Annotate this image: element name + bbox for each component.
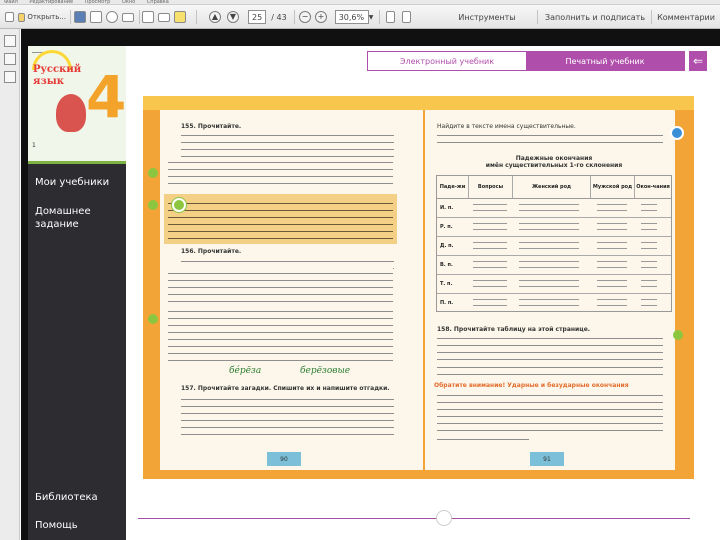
page-slider-handle[interactable] bbox=[436, 510, 452, 526]
right-task-lines bbox=[437, 130, 663, 144]
cover-title: Русский язык bbox=[33, 64, 82, 87]
arrow-left-icon: ⇐ bbox=[692, 54, 704, 68]
comments-button[interactable]: Комментарии bbox=[657, 12, 715, 22]
save-icon[interactable] bbox=[74, 9, 88, 25]
zoom-in-icon[interactable]: + bbox=[314, 9, 328, 25]
sidebar-item-help[interactable]: Помощь bbox=[35, 520, 78, 531]
attention-text bbox=[437, 390, 663, 432]
right-task-text: Найдите в тексте имена существительные. bbox=[437, 123, 576, 130]
table-header-case: Паде-жи bbox=[437, 176, 469, 199]
page-thumbnails-icon[interactable] bbox=[4, 35, 16, 47]
handwriting-sample-2: берёзовые bbox=[300, 366, 351, 376]
cover-grade: 4 bbox=[86, 63, 127, 131]
page-slider-track[interactable] bbox=[138, 518, 690, 519]
example-line bbox=[437, 434, 529, 442]
folder-icon bbox=[18, 13, 25, 22]
exercise-157-title: 157. Прочитайте загадки. Спишите их и напишите отгадки. bbox=[181, 385, 390, 392]
comment-icon[interactable] bbox=[174, 9, 188, 25]
cover-authors: ━━━━━━ ━━━━━ bbox=[32, 50, 60, 55]
toolbar bbox=[0, 5, 720, 29]
exercise-156-text bbox=[168, 268, 393, 303]
exercise-158-text bbox=[437, 333, 663, 361]
menu-edit[interactable]: Редактирование bbox=[29, 0, 74, 5]
attachments-icon[interactable] bbox=[4, 71, 16, 83]
zoom-out-icon[interactable]: − bbox=[298, 9, 312, 25]
exercise-156-title: 156. Прочитайте. bbox=[181, 248, 242, 255]
nav-pane bbox=[0, 29, 20, 540]
table-row: Т. п. bbox=[437, 275, 671, 294]
table-header-masculine: Мужской род bbox=[591, 176, 635, 199]
audio-icon[interactable] bbox=[670, 126, 684, 140]
tab-electronic[interactable]: Электронный учебник bbox=[368, 52, 526, 70]
book-cover[interactable] bbox=[28, 46, 126, 164]
open-label: Открыть... bbox=[27, 13, 66, 21]
table-row: В. п. bbox=[437, 256, 671, 275]
open-button[interactable] bbox=[18, 9, 66, 25]
menu-view[interactable]: Просмотр bbox=[84, 0, 111, 5]
exercise-156-tasks bbox=[168, 306, 393, 362]
table-row: Д. п. bbox=[437, 237, 671, 256]
create-icon[interactable] bbox=[4, 9, 14, 25]
copy-icon[interactable] bbox=[142, 9, 156, 25]
table-title: Падежные окончания имён существительных 1-го склонения bbox=[485, 155, 623, 169]
view-tabs bbox=[367, 51, 685, 71]
monitor-icon[interactable] bbox=[158, 9, 172, 25]
left-page-number: 90 bbox=[267, 452, 301, 466]
table-row: Р. п. bbox=[437, 218, 671, 237]
exercise-155-tasks bbox=[168, 157, 393, 185]
menu-file[interactable]: Файл bbox=[4, 0, 18, 5]
table-row: И. п. bbox=[437, 199, 671, 218]
menu-help[interactable]: Справка bbox=[146, 0, 169, 5]
left-margin-marker-2-icon[interactable] bbox=[148, 314, 158, 324]
back-button[interactable] bbox=[689, 51, 707, 71]
spread-header-band bbox=[143, 96, 694, 110]
cover-illustration bbox=[56, 94, 86, 132]
left-margin-marker-icon[interactable] bbox=[148, 200, 158, 210]
rule-text bbox=[168, 198, 393, 240]
cover-part: 1 bbox=[32, 142, 36, 149]
tab-print[interactable]: Печатный учебник bbox=[526, 52, 684, 70]
zoom-select[interactable]: 30,6% ▼ bbox=[332, 9, 376, 25]
right-page-number: 91 bbox=[530, 452, 564, 466]
page-total: / 43 bbox=[271, 12, 287, 22]
table-row: П. п. bbox=[437, 294, 671, 313]
table-header-endings: Окон-чания bbox=[635, 176, 671, 199]
right-margin-marker-icon[interactable] bbox=[673, 330, 683, 340]
table-header-questions: Вопросы bbox=[469, 176, 513, 199]
endings-table bbox=[436, 175, 672, 312]
cloud-icon[interactable] bbox=[106, 9, 120, 25]
page-down-icon[interactable]: ▼ bbox=[226, 9, 240, 25]
sidebar-item-homework[interactable]: Домашнее задание bbox=[35, 206, 91, 230]
exercise-158-tasks bbox=[437, 362, 663, 376]
exercise-155-title: 155. Прочитайте. bbox=[181, 123, 242, 130]
menu-window[interactable]: Окно bbox=[121, 0, 136, 5]
attention-note: Обратите внимание! Ударные и безударные окончания bbox=[434, 382, 629, 389]
sidebar-item-library[interactable]: Библиотека bbox=[35, 492, 98, 503]
page-up-icon[interactable]: ▲ bbox=[208, 9, 222, 25]
fit-page-icon[interactable] bbox=[384, 9, 398, 25]
sidebar-item-my-books[interactable]: Мои учебники bbox=[35, 177, 110, 188]
exercise-158-title: 158. Прочитайте таблицу на этой странице. bbox=[437, 326, 591, 333]
exercise-157-text bbox=[181, 394, 394, 436]
email-icon[interactable] bbox=[122, 9, 136, 25]
print-icon[interactable] bbox=[90, 9, 104, 25]
page-number-input[interactable]: 25 bbox=[247, 9, 267, 25]
exercise-155-text bbox=[181, 130, 394, 158]
table-header-feminine: Женский род bbox=[513, 176, 591, 199]
fill-sign-button[interactable]: Заполнить и подписать bbox=[544, 12, 646, 22]
rule-marker-icon[interactable] bbox=[172, 198, 186, 212]
left-margin-marker-3-icon[interactable] bbox=[148, 168, 158, 178]
fit-width-icon[interactable] bbox=[400, 9, 414, 25]
tools-button[interactable]: Инструменты bbox=[458, 12, 516, 22]
bookmarks-icon[interactable] bbox=[4, 53, 16, 65]
handwriting-sample-1: бе́рёза bbox=[229, 366, 262, 376]
